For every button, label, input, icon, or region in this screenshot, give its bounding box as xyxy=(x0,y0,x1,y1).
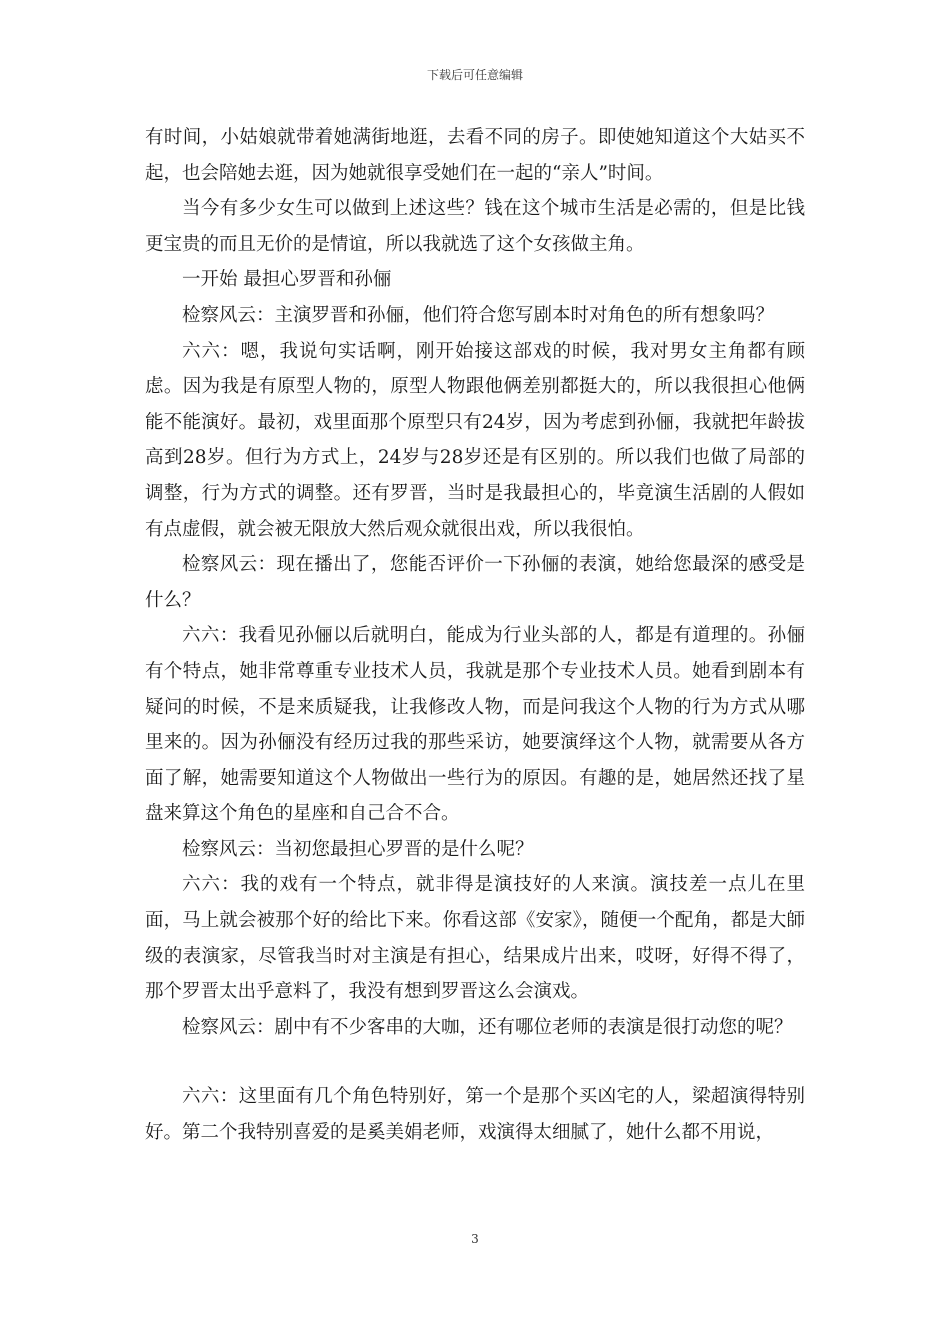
interview-question: 检察风云：剧中有不少客串的大咖，还有哪位老师的表演是很打动您的呢？ xyxy=(182,1016,793,1038)
paragraph-continuation: 有时间，小姑娘就带着她满街地逛，去看不同的房子。即使她知道这个大姑买不起，也会陪她去逛，因为她就很享受她们在一起的“亲人”时间。 xyxy=(145,127,805,184)
interview-answer: 六六：嗯，我说句实话啊，刚开始接这部戏的时候，我对男女主角都有顾虑。因为我是有原型人物的，原型人物跟他俩差别都挺大的，所以我很担心他俩能不能演好。最初，戏里面那个原型只有24岁，因为考虑到孙俪，我就把年龄拔高到28岁。但行为方式上，24岁与28岁还是有区别的。所以我们也做了局部的调整，行为方式的调整。还有罗晋，当时是我最担心的，毕竟演生活剧的人假如有点虚假，就会被无限放大然后观众就很出戏，所以我很怕。 xyxy=(145,340,805,540)
page-header: 下载后可任意编辑 xyxy=(426,68,523,82)
section-heading: 一开始 最担心罗晋和孙俪 xyxy=(182,269,392,291)
interview-question: 检察风云：当初您最担心罗晋的是什么呢？ xyxy=(182,838,534,860)
page-number: 3 xyxy=(471,1232,479,1246)
paragraph: 当今有多少女生可以做到上述这些？钱在这个城市生活是必需的，但是比钱更宝贵的而且无价的是情谊，所以我就选了这个女孩做主角。 xyxy=(145,198,805,255)
interview-answer: 六六：我的戏有一个特点，就非得是演技好的人来演。演技差一点儿在里面，马上就会被那个好的给比下来。你看这部《安家》，随便一个配角，都是大師级的表演家，尽管我当时对主演是有担心，结果成片出来，哎呀，好得不得了，那个罗晋太出乎意料了，我没有想到罗晋这么会演戏。 xyxy=(145,874,805,1003)
interview-question: 检察风云：现在播出了，您能否评价一下孙俪的表演，她给您最深的感受是什么？ xyxy=(145,554,805,611)
document-body xyxy=(145,120,805,1151)
interview-answer: 六六：这里面有几个角色特别好，第一个是那个买凶宅的人，梁超演得特别好。第二个我特别喜爱的是奚美娟老师，戏演得太细腻了，她什么都不用说， xyxy=(145,1086,805,1144)
interview-question: 检察风云：主演罗晋和孙俪，他们符合您写剧本时对角色的所有想象吗？ xyxy=(182,304,775,326)
interview-answer: 六六：我看见孙俪以后就明白，能成为行业头部的人，都是有道理的。孙俪有个特点，她非常尊重专业技术人员，我就是那个专业技术人员。她看到剧本有疑问的时候，不是来质疑我，让我修改人物，而是问我这个人物的行为方式从哪里来的。因为孙俪没有经历过我的那些采访，她要演绎这个人物，就需要从各方面了解，她需要知道这个人物做出一些行为的原因。有趣的是，她居然还找了星盘来算这个角色的星座和自己合不合。 xyxy=(145,625,805,825)
